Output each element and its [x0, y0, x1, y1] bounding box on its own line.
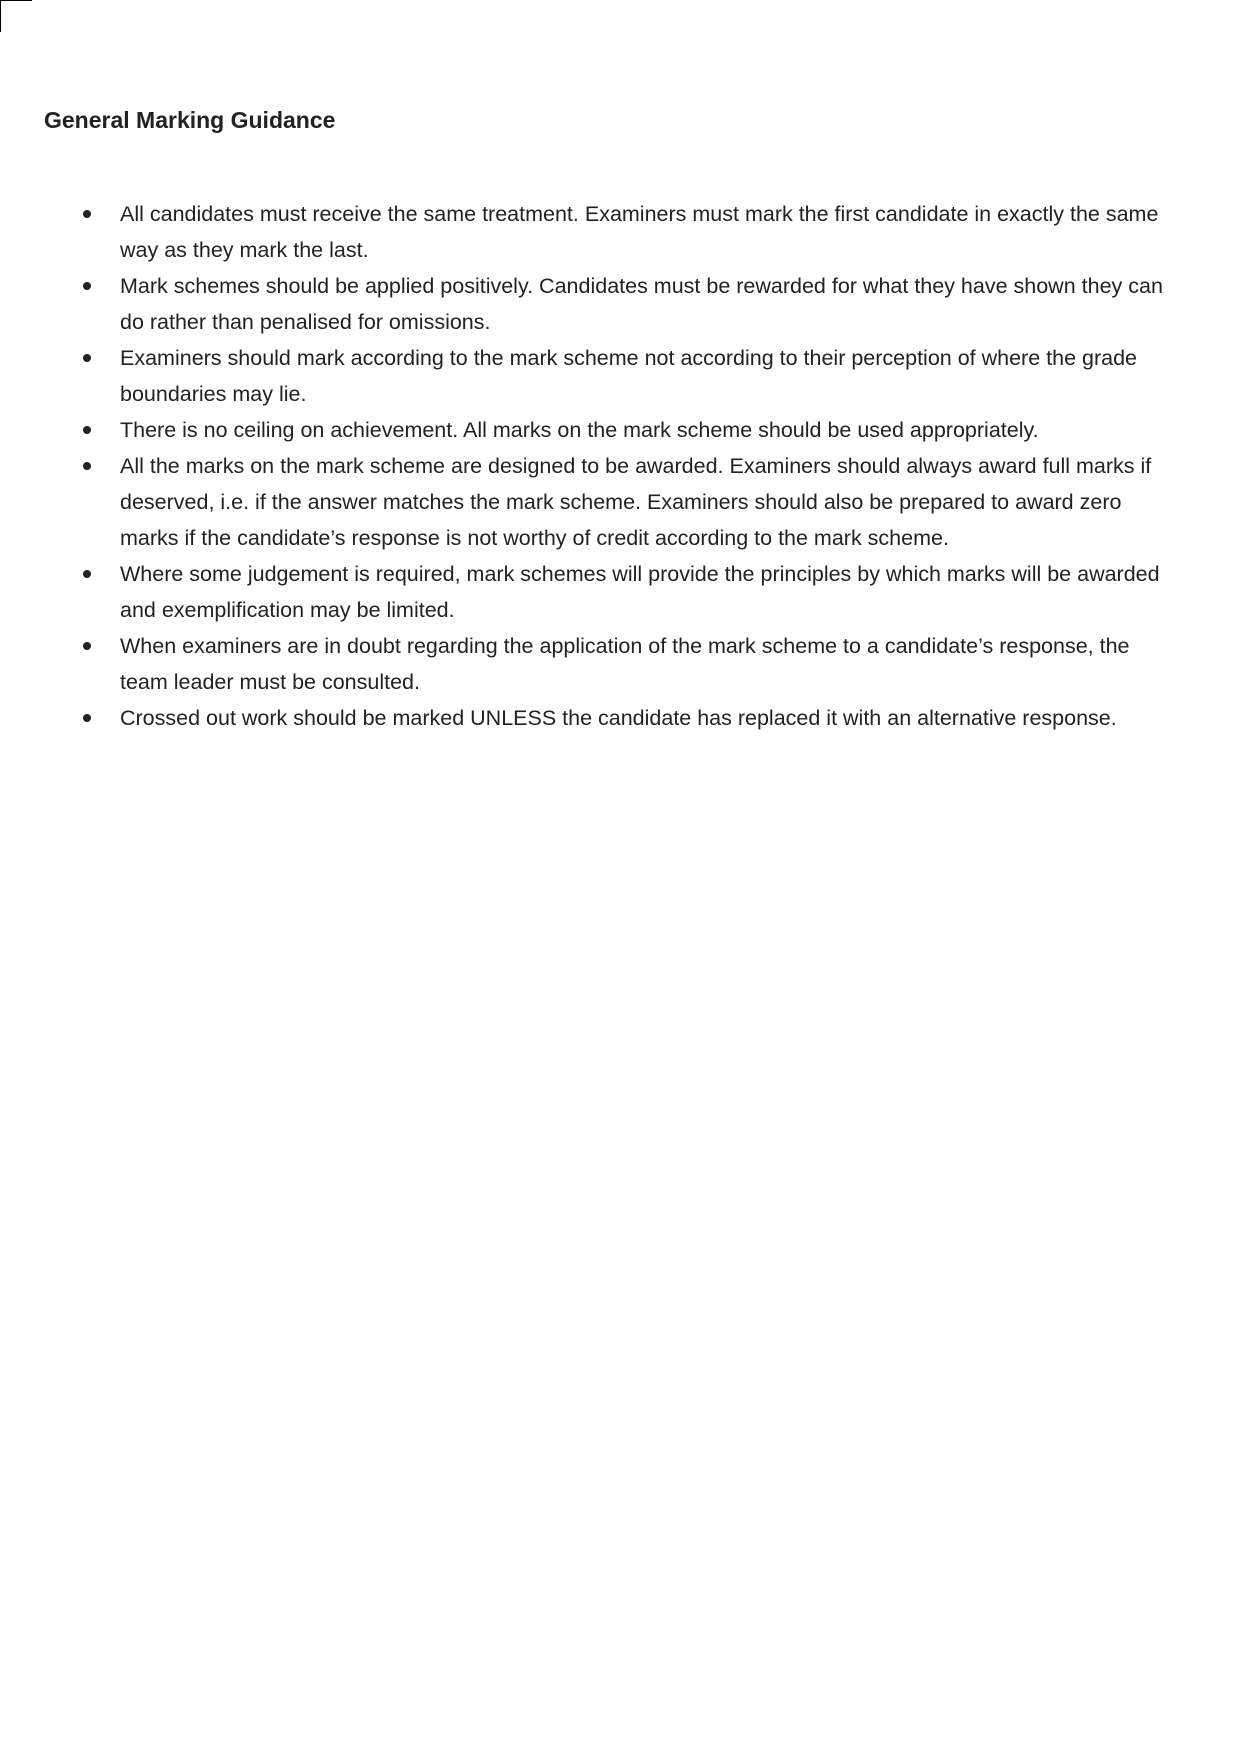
guidance-item — [0, 340, 1170, 412]
bullet-icon — [83, 354, 91, 362]
bullet-icon — [83, 714, 91, 722]
guidance-item-text: All candidates must receive the same treatment. Examiners must mark the first candidate in exactly the same way as they mark the last. — [120, 202, 1159, 262]
guidance-item — [0, 268, 1170, 340]
guidance-item — [0, 412, 1170, 448]
guidance-item-text: Examiners should mark according to the mark scheme not according to their perception of where the grade boundaries may lie. — [120, 346, 1137, 406]
guidance-item-text: Where some judgement is required, mark schemes will provide the principles by which marks will be awarded and exemplification may be limited. — [120, 562, 1160, 622]
bullet-icon — [83, 462, 91, 470]
bullet-icon — [83, 642, 91, 650]
guidance-item-text: Crossed out work should be marked UNLESS the candidate has replaced it with an alternative response. — [120, 706, 1117, 730]
guidance-item-text: There is no ceiling on achievement. All marks on the mark scheme should be used appropriately. — [120, 418, 1039, 442]
bullet-icon — [83, 282, 91, 290]
bullet-icon — [83, 570, 91, 578]
guidance-item — [0, 448, 1170, 556]
guidance-item — [0, 628, 1170, 700]
guidance-item — [0, 196, 1170, 268]
page-title: General Marking Guidance — [44, 107, 336, 133]
bullet-icon — [83, 426, 91, 434]
guidance-item — [0, 700, 1170, 736]
guidance-item — [0, 556, 1170, 628]
bullet-icon — [83, 210, 91, 218]
guidance-bullet-list — [0, 196, 1241, 736]
page-corner-crop-mark — [0, 0, 32, 32]
guidance-item-text: Mark schemes should be applied positively. Candidates must be rewarded for what they have shown they can do rather than penalised for omissions. — [120, 274, 1163, 334]
guidance-item-text: All the marks on the mark scheme are designed to be awarded. Examiners should always award full marks if deserved, i.e. if the answer matches the mark scheme. Examiners should also be prepared to award zero marks if the candidate’s response is not worthy of credit according to the mark scheme. — [120, 454, 1152, 550]
guidance-item-text: When examiners are in doubt regarding the application of the mark scheme to a candidate’s response, the team leader must be consulted. — [120, 634, 1130, 694]
